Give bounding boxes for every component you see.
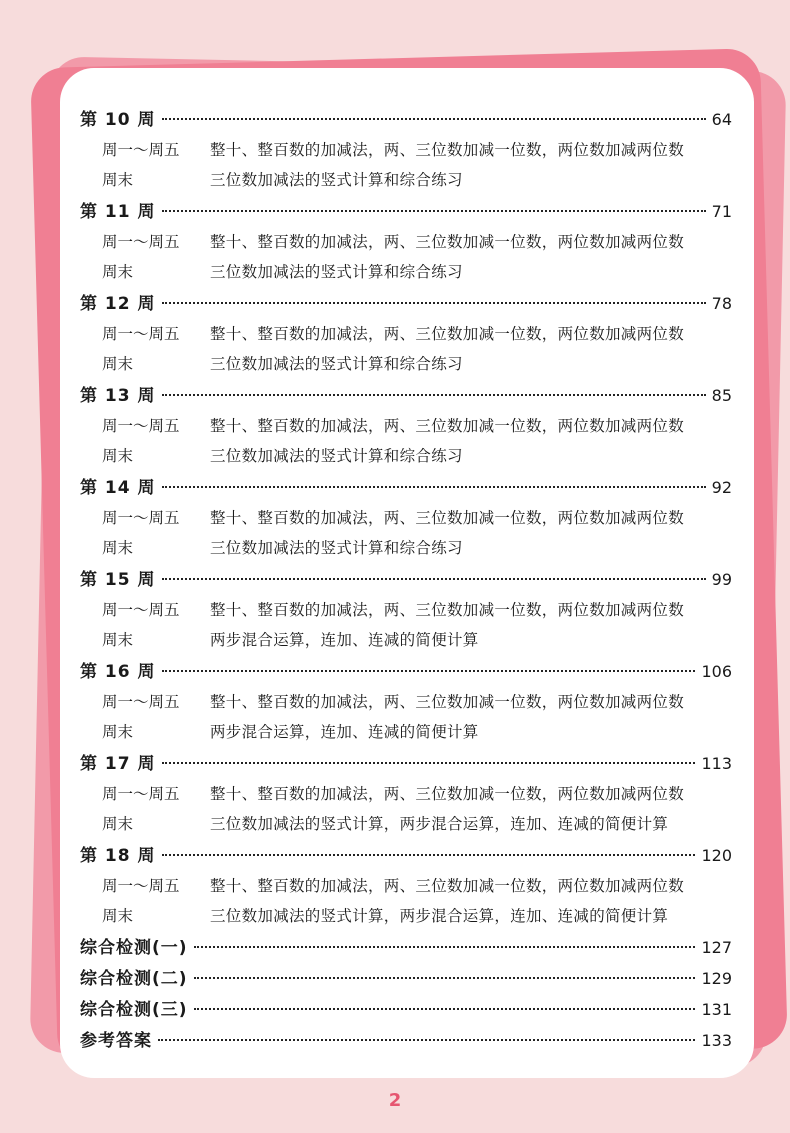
toc-week-16 — [80, 656, 732, 747]
weekend-text: 三位数加减法的竖式计算和综合练习 — [210, 539, 463, 557]
weekday-row — [80, 411, 732, 441]
entry-page: 85 — [711, 386, 732, 405]
weekday-text: 整十、整百数的加减法，两、三位数加减一位数，两位数加减两位数 — [210, 877, 685, 895]
entry-page: 99 — [711, 570, 732, 589]
weekday-row — [80, 779, 732, 809]
weekend-text: 三位数加减法的竖式计算和综合练习 — [210, 355, 463, 373]
toc-week-17 — [80, 748, 732, 839]
toc-entry[interactable] — [80, 840, 732, 871]
toc-entry[interactable] — [80, 288, 732, 319]
weekday-row — [80, 135, 732, 165]
dot-leader — [162, 302, 706, 304]
toc-entry[interactable] — [80, 196, 732, 227]
weekend-text: 三位数加减法的竖式计算，两步混合运算，连加、连减的简便计算 — [210, 815, 669, 833]
weekday-label: 周一～周五 — [102, 877, 180, 895]
dot-leader — [162, 854, 696, 856]
weekday-row — [80, 227, 732, 257]
entry-title: 第 12 周 — [80, 294, 156, 314]
dot-leader — [194, 946, 696, 948]
entry-page: 92 — [711, 478, 732, 497]
toc-week-12 — [80, 288, 732, 379]
entry-title: 第 13 周 — [80, 386, 156, 406]
toc-entry-test-3[interactable] — [80, 994, 732, 1025]
entry-title: 第 10 周 — [80, 110, 156, 130]
weekend-label: 周末 — [102, 263, 134, 281]
entry-title: 第 17 周 — [80, 754, 156, 774]
weekday-text: 整十、整百数的加减法，两、三位数加减一位数，两位数加减两位数 — [210, 417, 685, 435]
toc-entry[interactable] — [80, 104, 732, 135]
weekend-text: 三位数加减法的竖式计算，两步混合运算，连加、连减的简便计算 — [210, 907, 669, 925]
dot-leader — [162, 578, 706, 580]
toc-week-18 — [80, 840, 732, 931]
toc-entry[interactable] — [80, 564, 732, 595]
weekend-row — [80, 717, 732, 747]
weekday-label: 周一～周五 — [102, 601, 180, 619]
weekend-text: 两步混合运算，连加、连减的简便计算 — [210, 723, 479, 741]
entry-page: 127 — [701, 938, 732, 957]
weekday-text: 整十、整百数的加减法，两、三位数加减一位数，两位数加减两位数 — [210, 233, 685, 251]
weekend-text: 三位数加减法的竖式计算和综合练习 — [210, 171, 463, 189]
toc-entry-test-2[interactable] — [80, 963, 732, 994]
entry-title: 第 16 周 — [80, 662, 156, 682]
weekday-label: 周一～周五 — [102, 509, 180, 527]
weekend-label: 周末 — [102, 355, 134, 373]
dot-leader — [162, 210, 706, 212]
entry-page: 78 — [711, 294, 732, 313]
weekend-label: 周末 — [102, 631, 134, 649]
weekend-label: 周末 — [102, 447, 134, 465]
dot-leader — [162, 486, 706, 488]
toc-week-10 — [80, 104, 732, 195]
weekday-text: 整十、整百数的加减法，两、三位数加减一位数，两位数加减两位数 — [210, 693, 685, 711]
dot-leader — [162, 670, 696, 672]
weekday-text: 整十、整百数的加减法，两、三位数加减一位数，两位数加减两位数 — [210, 601, 685, 619]
toc-week-11 — [80, 196, 732, 287]
entry-page: 71 — [711, 202, 732, 221]
dot-leader — [162, 394, 706, 396]
weekday-label: 周一～周五 — [102, 417, 180, 435]
weekday-row — [80, 595, 732, 625]
dot-leader — [162, 762, 696, 764]
dot-leader — [194, 1008, 696, 1010]
weekend-label: 周末 — [102, 539, 134, 557]
weekday-row — [80, 503, 732, 533]
entry-title: 第 18 周 — [80, 846, 156, 866]
entry-title: 第 14 周 — [80, 478, 156, 498]
toc-week-15 — [80, 564, 732, 655]
weekday-text: 整十、整百数的加减法，两、三位数加减一位数，两位数加减两位数 — [210, 509, 685, 527]
weekday-label: 周一～周五 — [102, 233, 180, 251]
weekend-label: 周末 — [102, 907, 134, 925]
entry-page: 113 — [701, 754, 732, 773]
toc-entry[interactable] — [80, 380, 732, 411]
weekday-row — [80, 687, 732, 717]
weekend-row — [80, 257, 732, 287]
weekend-row — [80, 441, 732, 471]
weekend-row — [80, 533, 732, 563]
dot-leader — [162, 118, 706, 120]
entry-page: 133 — [701, 1031, 732, 1050]
weekday-text: 整十、整百数的加减法，两、三位数加减一位数，两位数加减两位数 — [210, 325, 685, 343]
weekend-text: 两步混合运算，连加、连减的简便计算 — [210, 631, 479, 649]
weekday-text: 整十、整百数的加减法，两、三位数加减一位数，两位数加减两位数 — [210, 141, 685, 159]
entry-page: 106 — [701, 662, 732, 681]
entry-title: 第 15 周 — [80, 570, 156, 590]
weekday-row — [80, 319, 732, 349]
dot-leader — [194, 977, 696, 979]
toc-week-13 — [80, 380, 732, 471]
toc-entry[interactable] — [80, 656, 732, 687]
toc-entry[interactable] — [80, 472, 732, 503]
toc-entry-answers[interactable] — [80, 1025, 732, 1056]
weekday-label: 周一～周五 — [102, 141, 180, 159]
weekday-label: 周一～周五 — [102, 693, 180, 711]
weekend-row — [80, 901, 732, 931]
entry-title: 综合检测(二) — [80, 969, 188, 989]
entry-page: 131 — [701, 1000, 732, 1019]
weekday-row — [80, 871, 732, 901]
weekend-row — [80, 625, 732, 655]
entry-title: 综合检测(三) — [80, 1000, 188, 1020]
weekday-text: 整十、整百数的加减法，两、三位数加减一位数，两位数加减两位数 — [210, 785, 685, 803]
entry-page: 64 — [711, 110, 732, 129]
dot-leader — [158, 1039, 695, 1041]
weekend-row — [80, 349, 732, 379]
weekend-label: 周末 — [102, 171, 134, 189]
entry-title: 综合检测(一) — [80, 938, 188, 958]
weekday-label: 周一～周五 — [102, 325, 180, 343]
weekday-label: 周一～周五 — [102, 785, 180, 803]
entry-page: 120 — [701, 846, 732, 865]
weekend-row — [80, 809, 732, 839]
weekend-label: 周末 — [102, 723, 134, 741]
toc-entry[interactable] — [80, 748, 732, 779]
entry-title: 参考答案 — [80, 1031, 152, 1051]
entry-page: 129 — [701, 969, 732, 988]
toc-entry-test-1[interactable] — [80, 932, 732, 963]
weekend-row — [80, 165, 732, 195]
weekend-text: 三位数加减法的竖式计算和综合练习 — [210, 263, 463, 281]
weekend-label: 周末 — [102, 815, 134, 833]
entry-title: 第 11 周 — [80, 202, 156, 222]
weekend-text: 三位数加减法的竖式计算和综合练习 — [210, 447, 463, 465]
table-of-contents — [80, 104, 732, 1056]
toc-week-14 — [80, 472, 732, 563]
page-number: 2 — [388, 1090, 402, 1111]
